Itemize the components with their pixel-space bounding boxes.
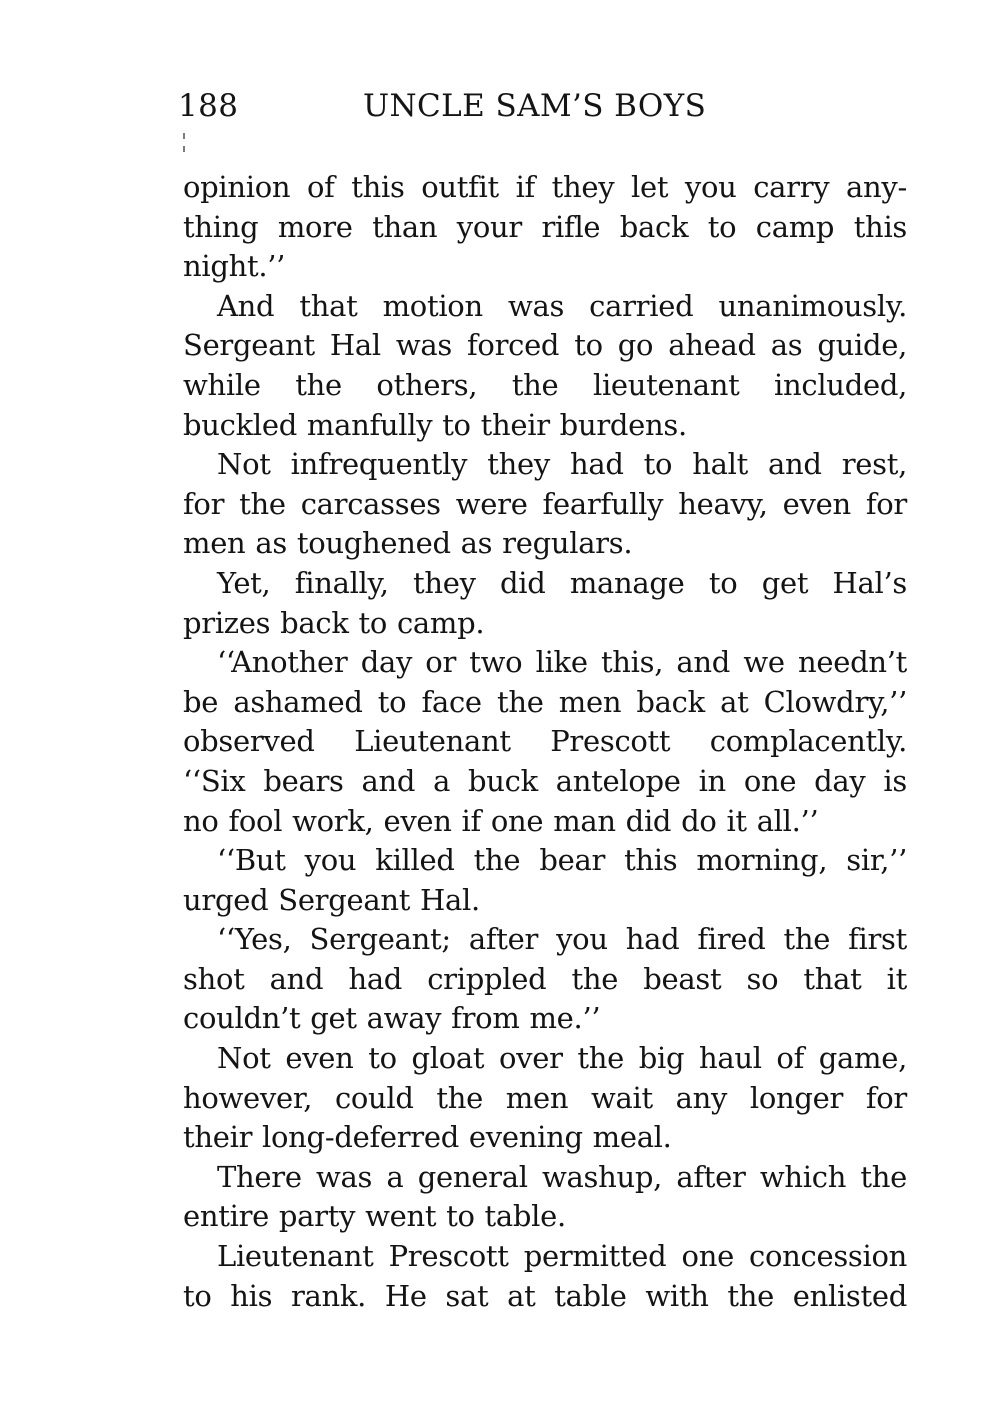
text-line: ‘‘Another day or two like this, and we needn’t <box>217 645 907 680</box>
text-line: no fool work, even if one man did do it all.’’ <box>183 803 819 838</box>
text-line: prizes back to camp. <box>183 605 485 640</box>
text-line: buckled manfully to their burdens. <box>183 407 687 442</box>
text-line: however, could the men wait any longer for <box>183 1080 907 1115</box>
text-line: Yet, finally, they did manage to get Hal’s <box>217 565 907 600</box>
text-line: entire party went to table. <box>183 1199 566 1234</box>
text-line: observed Lieutenant Prescott complacently. <box>183 724 907 759</box>
text-line: while the others, the lieutenant included, <box>183 367 907 402</box>
text-line: Not even to gloat over the big haul of game, <box>217 1041 907 1076</box>
text-line: for the carcasses were fearfully heavy, even for <box>183 486 907 521</box>
text-line: And that motion was carried unanimously. <box>217 288 907 323</box>
text-line: to his rank. He sat at table with the enlisted <box>183 1278 907 1313</box>
margin-speck <box>183 133 185 139</box>
text-line: There was a general washup, after which the <box>217 1159 907 1194</box>
text-line: thing more than your rifle back to camp this <box>183 209 907 244</box>
body-text <box>183 168 907 1316</box>
page-number: 188 <box>178 88 239 124</box>
text-line: Lieutenant Prescott permitted one concession <box>217 1239 907 1274</box>
margin-speck <box>183 146 185 152</box>
text-line: Sergeant Hal was forced to go ahead as guide, <box>183 328 907 363</box>
text-line: ‘‘Six bears and a buck antelope in one day is <box>183 763 907 798</box>
text-line: ‘‘Yes, Sergeant; after you had fired the first <box>217 922 907 957</box>
running-head: UNCLE SAM’S BOYS <box>363 88 707 124</box>
text-line: night.’’ <box>183 249 286 284</box>
text-line: urged Sergeant Hal. <box>183 882 480 917</box>
text-line: ‘‘But you killed the bear this morning, sir,’’ <box>217 843 907 878</box>
text-line: their long-deferred evening meal. <box>183 1120 672 1155</box>
text-line: opinion of this outfit if they let you carry any- <box>183 170 907 204</box>
text-line: couldn’t get away from me.’’ <box>183 1001 601 1036</box>
text-line: shot and had crippled the beast so that it <box>183 961 907 996</box>
page-header <box>178 86 907 126</box>
text-line: men as toughened as regulars. <box>183 526 633 561</box>
text-line: Not infrequently they had to halt and rest, <box>217 447 907 482</box>
text-line: be ashamed to face the men back at Clowdry,’’ <box>183 684 907 719</box>
